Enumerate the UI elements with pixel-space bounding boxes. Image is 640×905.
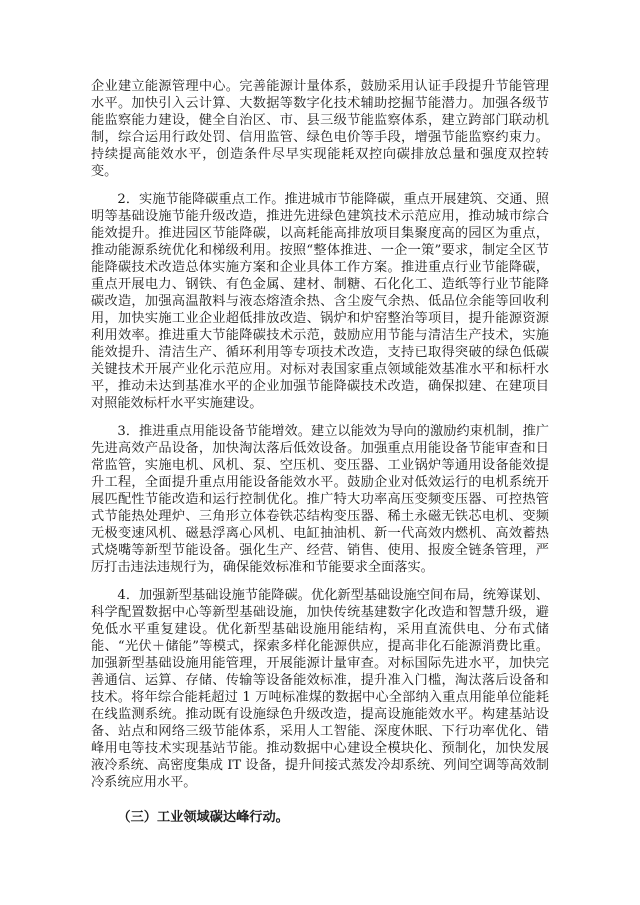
paragraph-item-2: 2．实施节能降碳重点工作。推进城市节能降碳，重点开展建筑、交通、照明等基础设施节能升级改造，推进先进绿色建筑技术示范应用，推动城市综合能效提升。推进园区节能降碳，以高耗能高排放项目集聚度高的园区为重点，推动能源系统优化和梯级利用。按照“整体推进、一企一策”要求，制定全区节能降碳技术改造总体实施方案和企业具体工作方案。推进重点行业节能降碳，重点开展电力、钢铁、有色金属、建材、制糖、石化化工、造纸等行业节能降碳改造，加强高温散料与液态熔渣余热、含尘废气余热、低品位余能等回收利用，加快实施工业企业超低排放改造、锅炉和炉窑整治等项目，提升能源资源利用效率。推进重大节能降碳技术示范，鼓励应用节能与清洁生产技术，实施能效提升、清洁生产、循环利用等专项技术改造，支持已取得突破的绿色低碳关键技术开展产业化示范应用。对标对表国家重点领域能效基准水平和标杆水平，推动未达到基准水平的企业加强节能降碳技术改造，确保拟建、在建项目对照能效标杆水平实施建设。 [91, 192, 549, 411]
paragraph-item-3: 3．推进重点用能设备节能增效。建立以能效为导向的激励约束机制，推广先进高效产品设备，加快淘汰落后低效设备。加强重点用能设备节能审查和日常监管，实施电机、风机、泵、空压机、变压器、工业锅炉等通用设备能效提升工程，全面提升重点用能设备能效水平。鼓励企业对低效运行的电机系统开展匹配性节能改造和运行控制优化。推广特大功率高压变频变压器、可控热管式节能热处理炉、三角形立体卷铁芯结构变压器、稀土永磁无铁芯电机、变频无极变速风机、磁悬浮离心风机、电缸抽油机、新一代高效内燃机、高效蓄热式烧嘴等新型节能设备。强化生产、经营、销售、使用、报废全链条管理，严厉打击违法违规行为，确保能效标准和节能要求全面落实。 [91, 424, 549, 575]
paragraph-continuation: 企业建立能源管理中心。完善能源计量体系，鼓励采用认证手段提升节能管理水平。加快引入云计算、大数据等数字化技术辅助挖掘节能潜力。加强各级节能监察能力建设，健全自治区、市、县三级节能监察体系，建立跨部门联动机制，综合运用行政处罚、信用监管、绿色电价等手段，增强节能监察约束力。持续提高能效水平，创造条件尽早实现能耗双控向碳排放总量和强度双控转变。 [91, 79, 549, 179]
paragraph-item-4: 4．加强新型基础设施节能降碳。优化新型基础设施空间布局，统筹谋划、科学配置数据中心等新型基础设施，加快传统基建数字化改造和智慧升级，避免低水平重复建设。优化新型基础设施用能结构，采用直流供电、分布式储能、“光伏＋储能”等模式，探索多样化能源供应，提高非化石能源消费比重。加强新型基础设施用能管理，开展能源计量审查。对标国际先进水平，加快完善通信、运算、存储、传输等设备能效标准，提升准入门槛，淘汰落后设备和技术。将年综合能耗超过 1 万吨标准煤的数据中心全部纳入重点用能单位能耗在线监测系统。推动既有设施绿色升级改造，提高设施能效水平。构建基站设备、站点和网络三级节能体系，采用人工智能、深度休眠、下行功率优化、错峰用电等技术实现基站节能。推动数据中心建设全模块化、预制化，加快发展液冷系统、高密度集成 IT 设备，提升间接式蒸发冷却系统、列间空调等高效制冷系统应用水平。 [91, 588, 549, 790]
section-heading: （三）工业领域碳达峰行动。 [117, 810, 289, 825]
